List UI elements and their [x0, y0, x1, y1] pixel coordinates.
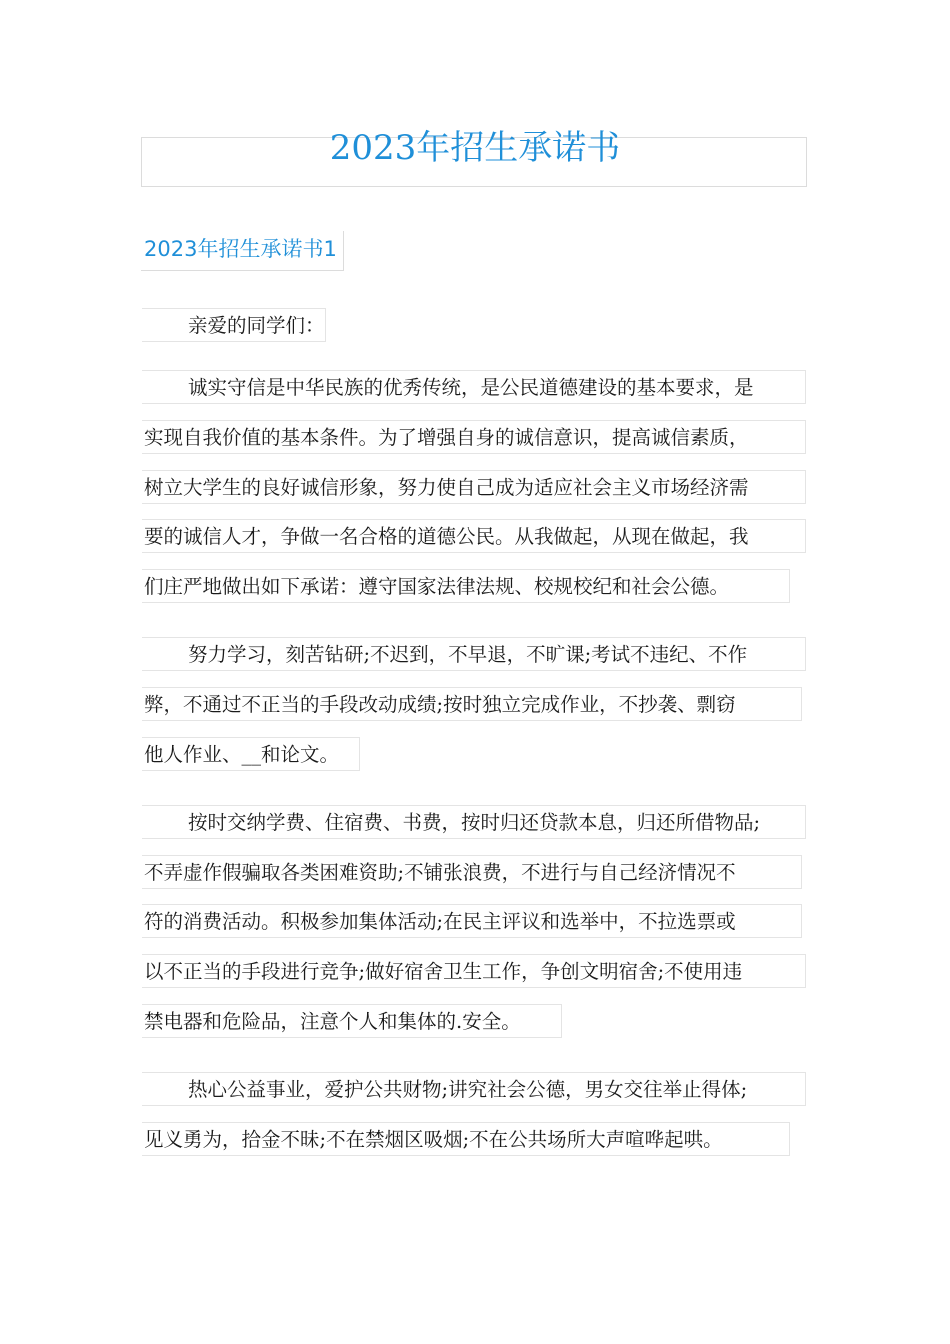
paragraph-1-line: 树立大学生的良好诚信形象，努力使自己成为适应社会主义市场经济需 [142, 470, 806, 504]
paragraph-1-line: 诚实守信是中华民族的优秀传统，是公民道德建设的基本要求，是 [142, 370, 806, 404]
paragraph-2-line: 他人作业、__和论文。 [142, 737, 360, 771]
paragraph-4-line: 见义勇为，拾金不昧;不在禁烟区吸烟;不在公共场所大声喧哗起哄。 [142, 1122, 790, 1156]
paragraph-1-line: 要的诚信人才，争做一名合格的道德公民。从我做起，从现在做起，我 [142, 519, 806, 553]
paragraph-3-line: 以不正当的手段进行竞争;做好宿舍卫生工作，争创文明宿舍;不使用违 [142, 954, 806, 988]
paragraph-3-line: 不弄虚作假骗取各类困难资助;不铺张浪费，不进行与自己经济情况不 [142, 855, 802, 889]
paragraph-1-line: 实现自我价值的基本条件。为了增强自身的诚信意识，提高诚信素质， [142, 420, 806, 454]
greeting-line: 亲爱的同学们： [142, 308, 326, 342]
paragraph-4-line: 热心公益事业，爱护公共财物;讲究社会公德，男女交往举止得体; [142, 1072, 806, 1106]
paragraph-3-line: 符的消费活动。积极参加集体活动;在民主评议和选举中，不拉选票或 [142, 904, 802, 938]
document-title: 2023年招生承诺书 [329, 128, 621, 168]
paragraph-1-line: 们庄严地做出如下承诺：遵守国家法律法规、校规校纪和社会公德。 [142, 569, 790, 603]
paragraph-3-line: 按时交纳学费、住宿费、书费，按时归还贷款本息，归还所借物品; [142, 805, 806, 839]
section-heading: 2023年招生承诺书1 [141, 231, 344, 271]
paragraph-3-line: 禁电器和危险品，注意个人和集体的.安全。 [142, 1004, 562, 1038]
paragraph-2-line: 弊，不通过不正当的手段改动成绩;按时独立完成作业，不抄袭、剽窃 [142, 687, 802, 721]
paragraph-2-line: 努力学习，刻苦钻研;不迟到，不早退，不旷课;考试不违纪、不作 [142, 637, 806, 671]
